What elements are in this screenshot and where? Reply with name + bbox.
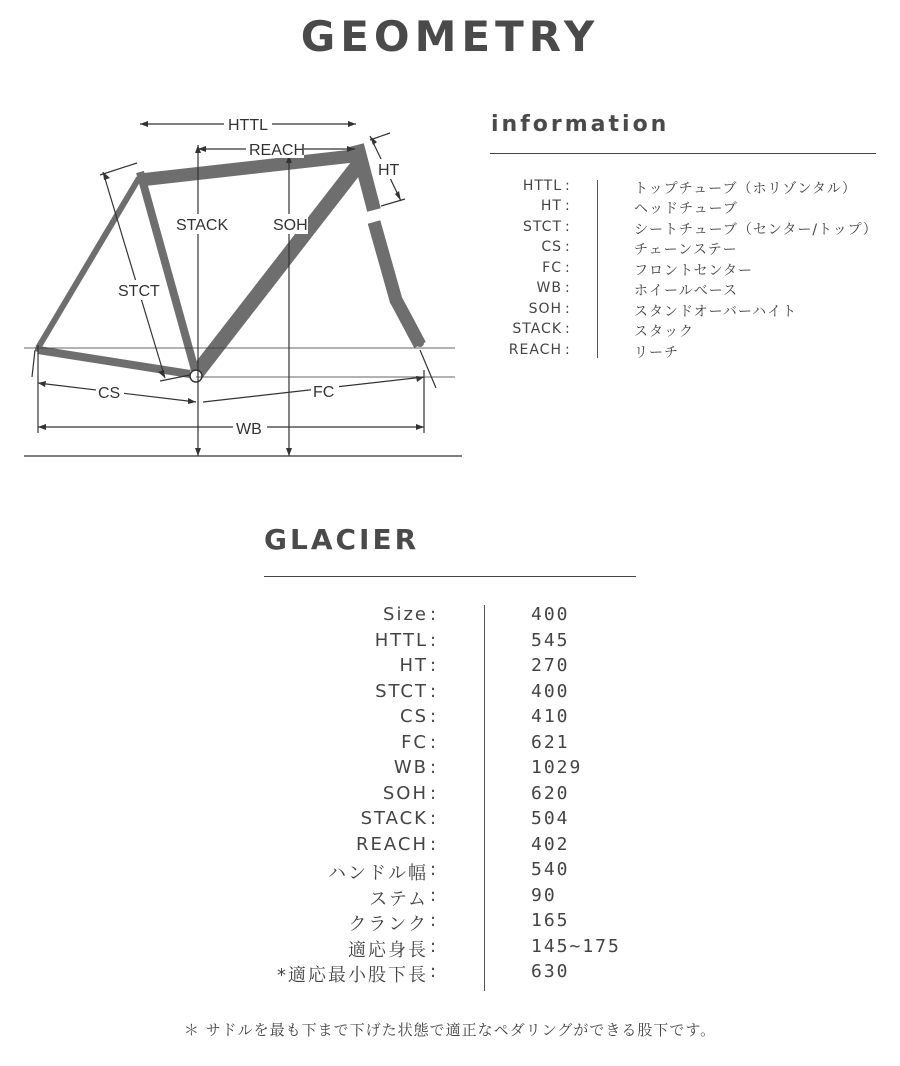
page-title: GEOMETRY	[300, 12, 600, 61]
spec-value: 400	[531, 681, 570, 702]
info-row	[0, 239, 900, 259]
info-row	[0, 260, 900, 280]
info-key: WB	[536, 280, 562, 296]
info-desc: スタンドオーバーハイト	[634, 304, 798, 320]
spec-value: 402	[531, 834, 570, 855]
spec-colon: :	[430, 808, 437, 829]
spec-colon: :	[430, 604, 437, 625]
spec-colon: :	[430, 885, 437, 906]
info-desc: リーチ	[634, 345, 679, 361]
spec-label: *適応最小股下長	[277, 965, 428, 986]
info-key: STCT	[523, 219, 562, 235]
label-stack: STACK	[176, 217, 229, 234]
label-wb: WB	[236, 421, 262, 438]
spec-value: 545	[531, 630, 570, 651]
info-row	[0, 219, 900, 239]
info-desc: フロントセンター	[634, 263, 754, 279]
spec-value: 270	[531, 655, 570, 676]
info-colon: :	[565, 178, 570, 194]
label-ht: HT	[378, 162, 400, 179]
label-fc: FC	[313, 384, 335, 401]
info-desc: チェーンステー	[634, 242, 738, 258]
label-stct: STCT	[118, 283, 160, 300]
info-row	[0, 301, 900, 321]
spec-value: 165	[531, 910, 570, 931]
info-colon: :	[565, 260, 570, 276]
info-key: REACH	[508, 342, 562, 358]
model-title: GLACIER	[264, 523, 420, 556]
spec-row	[0, 859, 900, 884]
label-soh: SOH	[273, 217, 308, 234]
spec-value: 410	[531, 706, 570, 727]
spec-row	[0, 604, 900, 629]
spec-colon: :	[430, 859, 437, 880]
info-colon: :	[565, 342, 570, 358]
spec-label: 適応身長	[348, 940, 428, 961]
info-row	[0, 280, 900, 300]
label-httl: HTTL	[228, 117, 268, 134]
label-reach: REACH	[249, 142, 306, 159]
info-desc: スタック	[634, 324, 694, 340]
spec-label: HT	[399, 655, 428, 676]
spec-row	[0, 655, 900, 680]
spec-colon: :	[430, 706, 437, 727]
information-title: information	[491, 112, 670, 137]
spec-colon: :	[430, 732, 437, 753]
info-key: HTTL	[522, 178, 562, 194]
spec-label: REACH	[356, 834, 428, 855]
info-row	[0, 321, 900, 341]
spec-row	[0, 834, 900, 859]
spec-colon: :	[430, 681, 437, 702]
spec-label: SOH	[382, 783, 428, 804]
info-row	[0, 342, 900, 362]
spec-label: CS	[400, 706, 428, 727]
spec-row	[0, 808, 900, 833]
footnote: ＊ サドルを最も下まで下げた状態で適正なペダリングができる股下です。	[183, 1021, 717, 1039]
spec-label: STCT	[375, 681, 428, 702]
label-cs: CS	[98, 385, 121, 402]
spec-colon: :	[430, 757, 437, 778]
spec-value: 504	[531, 808, 570, 829]
spec-value: 400	[531, 604, 570, 625]
info-desc: ヘッドチューブ	[634, 201, 738, 217]
info-key: SOH	[528, 301, 562, 317]
bottom-bracket	[190, 370, 202, 382]
spec-value: 630	[531, 961, 570, 982]
info-row	[0, 198, 900, 218]
spec-value: 540	[531, 859, 570, 880]
spec-row	[0, 936, 900, 961]
info-desc: トップチューブ（ホリゾンタル）	[634, 181, 857, 197]
info-colon: :	[565, 301, 570, 317]
spec-row	[0, 681, 900, 706]
spec-label: クランク	[348, 914, 428, 935]
spec-colon: :	[430, 783, 437, 804]
info-key: STACK	[512, 321, 562, 337]
information-divider	[490, 153, 876, 154]
spec-label: Size	[383, 604, 428, 625]
spec-value: 145~175	[531, 936, 621, 957]
spec-label: ステム	[369, 889, 428, 910]
spec-value: 1029	[531, 757, 583, 778]
spec-colon: :	[430, 910, 437, 931]
info-colon: :	[565, 321, 570, 337]
info-desc: シートチューブ（センター/トップ）	[634, 222, 878, 238]
spec-value: 620	[531, 783, 570, 804]
spec-colon: :	[430, 834, 437, 855]
spec-row	[0, 706, 900, 731]
spec-label: ハンドル幅	[328, 863, 428, 884]
info-row	[0, 178, 900, 198]
spec-row	[0, 885, 900, 910]
spec-row	[0, 757, 900, 782]
info-colon: :	[565, 198, 570, 214]
spec-label: HTTL	[374, 630, 428, 651]
spec-label: FC	[401, 732, 428, 753]
spec-row	[0, 630, 900, 655]
spec-label: STACK	[360, 808, 428, 829]
info-colon: :	[565, 219, 570, 235]
spec-label: WB	[393, 757, 428, 778]
spec-colon: :	[430, 936, 437, 957]
info-colon: :	[565, 239, 570, 255]
spec-row	[0, 732, 900, 757]
spec-row	[0, 783, 900, 808]
info-colon: :	[565, 280, 570, 296]
spec-colon: :	[430, 655, 437, 676]
spec-divider	[264, 576, 636, 577]
spec-value: 90	[531, 885, 557, 906]
info-key: FC	[542, 260, 562, 276]
info-key: CS	[541, 239, 562, 255]
spec-colon: :	[430, 961, 437, 982]
spec-value: 621	[531, 732, 570, 753]
spec-row	[0, 910, 900, 935]
info-key: HT	[540, 198, 562, 214]
spec-row	[0, 961, 900, 986]
spec-colon: :	[430, 630, 437, 651]
info-desc: ホイールベース	[634, 283, 739, 299]
